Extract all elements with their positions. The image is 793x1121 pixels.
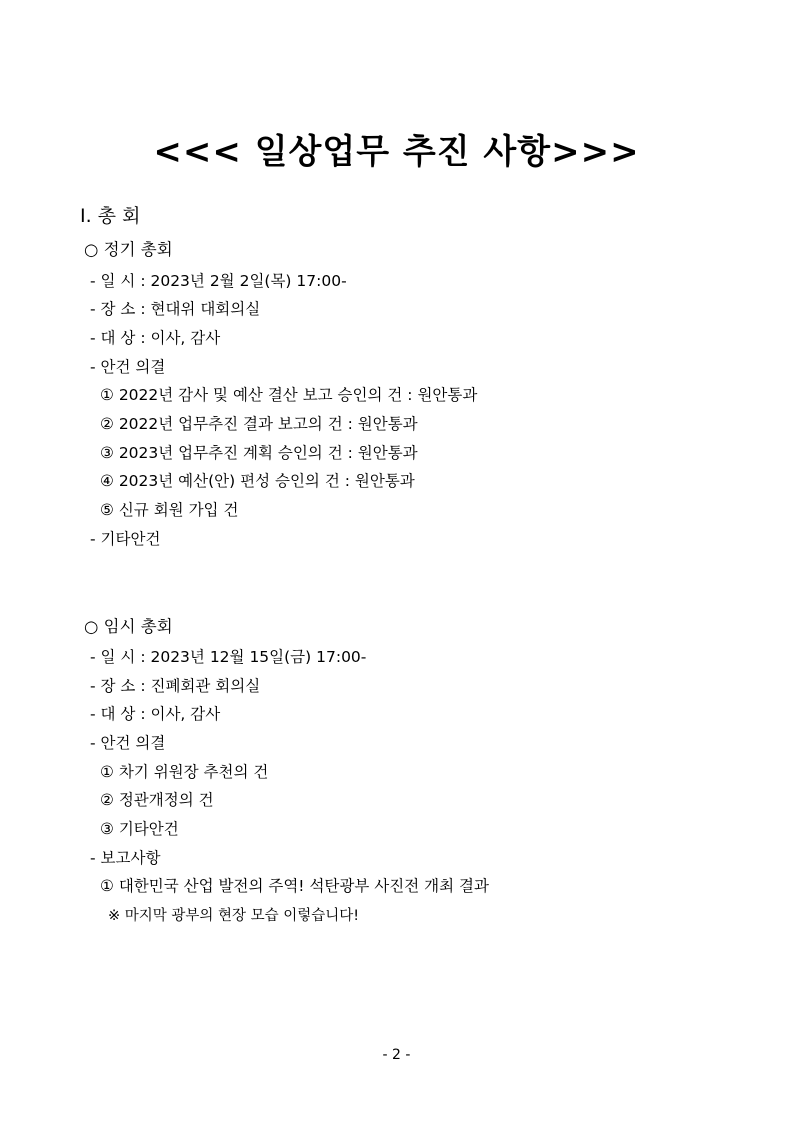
regular-agenda-item: ④ 2023년 예산(안) 편성 승인의 건 : 원안통과	[100, 472, 415, 490]
regular-agenda-item: ② 2022년 업무추진 결과 보고의 건 : 원안통과	[100, 415, 418, 433]
regular-agenda-item: ⑤ 신규 회원 가입 건	[100, 501, 239, 519]
special-meeting-heading: ○ 임시 총회	[84, 617, 173, 636]
special-report-label: - 보고사항	[90, 849, 161, 867]
regular-other-agenda: - 기타안건	[90, 530, 161, 548]
regular-agenda-item: ③ 2023년 업무추진 계획 승인의 건 : 원안통과	[100, 444, 418, 462]
regular-meeting-target: - 대 상 : 이사, 감사	[90, 329, 221, 347]
page-title: <<< 일상업무 추진 사항>>>	[153, 132, 640, 172]
special-agenda-item: ③ 기타안건	[100, 820, 179, 838]
special-meeting-place: - 장 소 : 진폐회관 회의실	[90, 677, 261, 695]
special-agenda-label: - 안건 의결	[90, 734, 166, 752]
page-number: - 2 -	[382, 1047, 411, 1063]
special-meeting-date: - 일 시 : 2023년 12월 15일(금) 17:00-	[90, 648, 367, 666]
regular-meeting-place: - 장 소 : 현대위 대회의실	[90, 300, 261, 318]
special-note: ※ 마지막 광부의 현장 모습 이렇습니다!	[108, 908, 360, 924]
regular-agenda-label: - 안건 의결	[90, 358, 166, 376]
special-report-item: ① 대한민국 산업 발전의 주역! 석탄광부 사진전 개최 결과	[100, 877, 489, 895]
section-heading: Ⅰ. 총 회	[80, 205, 141, 227]
regular-meeting-date: - 일 시 : 2023년 2월 2일(목) 17:00-	[90, 272, 347, 290]
special-agenda-item: ① 차기 위원장 추천의 건	[100, 763, 269, 781]
special-meeting-target: - 대 상 : 이사, 감사	[90, 705, 221, 723]
regular-agenda-item: ① 2022년 감사 및 예산 결산 보고 승인의 건 : 원안통과	[100, 386, 478, 404]
regular-meeting-heading: ○ 정기 총회	[84, 240, 173, 259]
special-agenda-item: ② 정관개정의 건	[100, 791, 214, 809]
